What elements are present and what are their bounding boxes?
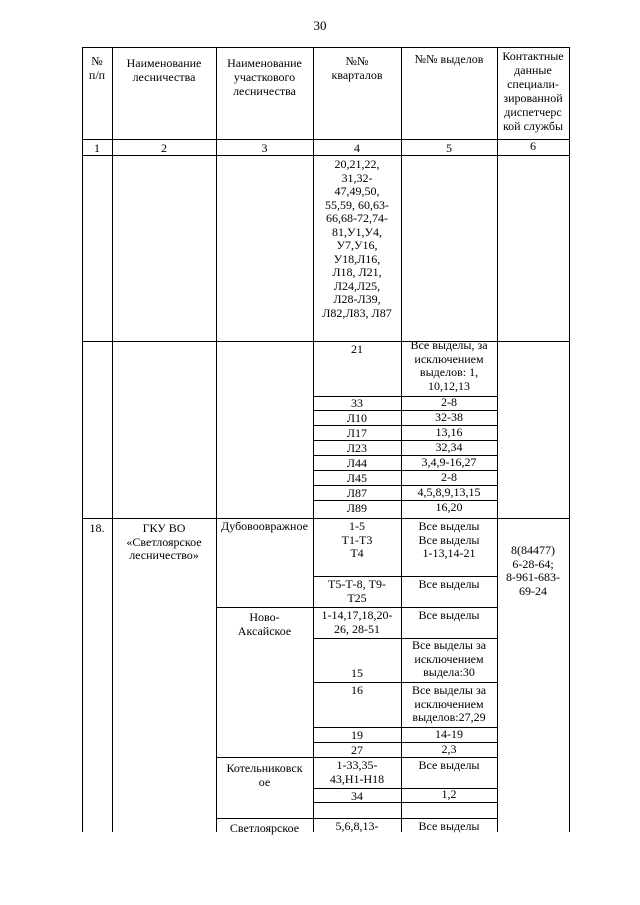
quarters-cell: Л10 bbox=[346, 411, 368, 425]
column-number: 3 bbox=[261, 141, 268, 155]
quarters-cell: Л89 bbox=[346, 501, 368, 515]
contact-info: 8(84477) 6-28-64; 8-961-683- 69-24 bbox=[506, 543, 560, 598]
vydels-cell: 1,2 bbox=[441, 787, 457, 801]
district-name: Ново- Аксайское bbox=[237, 610, 292, 638]
vydels-cell: Все выделы Все выделы 1-13,14-21 bbox=[418, 519, 480, 560]
quarters-cell: Л45 bbox=[346, 471, 368, 485]
quarters-cell: 20,21,22, 31,32- 47,49,50, 55,59, 60,63- 66,68-72,74- 81,У1,У4, У7,У16, У18,Л16, Л18, Л21, Л24,Л25, Л28-Л39, Л82,Л83, Л87 bbox=[322, 157, 392, 320]
quarters-cell: 19 bbox=[351, 728, 363, 742]
forestry-name: ГКУ ВО «Светлоярское лесничество» bbox=[126, 521, 202, 562]
header-vydels: №№ выделов bbox=[414, 52, 484, 66]
header-number: № п/п bbox=[88, 54, 106, 82]
quarters-cell: 1-33,35- 43,Н1-Н18 bbox=[329, 758, 385, 786]
vydels-cell: 2-8 bbox=[441, 470, 457, 484]
vydels-cell: 32,34 bbox=[435, 440, 463, 454]
quarters-cell: 21 bbox=[351, 342, 363, 356]
district-name: Светлоярское bbox=[229, 821, 300, 835]
vydels-cell: 2,3 bbox=[441, 742, 457, 756]
district-name: Котельниковск ое bbox=[226, 761, 303, 789]
quarters-cell: 27 bbox=[351, 743, 363, 757]
column-number: 2 bbox=[161, 141, 167, 155]
header-contacts: Контактные данные специали- зированной диспетчерс кой службы bbox=[502, 49, 564, 133]
vydels-cell: Все выделы bbox=[418, 758, 480, 772]
quarters-cell: 34 bbox=[351, 789, 363, 803]
quarters-cell: Л23 bbox=[346, 441, 368, 455]
quarters-cell: 33 bbox=[351, 396, 363, 410]
vydels-cell: 2-8 bbox=[441, 395, 457, 409]
vydels-cell: 3,4,9-16,27 bbox=[421, 455, 477, 469]
vydels-cell: Все выделы bbox=[418, 577, 480, 591]
column-number: 1 bbox=[94, 141, 100, 155]
quarters-cell: Т5-Т-8, Т9- Т25 bbox=[328, 577, 386, 605]
column-number: 4 bbox=[354, 141, 360, 155]
header-district-name: Наименование участкового лесничества bbox=[227, 56, 302, 98]
quarters-cell: 16 bbox=[351, 683, 363, 697]
quarters-cell: Л87 bbox=[346, 486, 368, 500]
vydels-cell: 13,16 bbox=[435, 425, 463, 439]
page-number: 30 bbox=[313, 18, 327, 33]
header-quarters: №№ кварталов bbox=[331, 54, 383, 82]
column-number: 6 bbox=[530, 139, 536, 153]
vydels-cell: Все выделы bbox=[418, 819, 480, 833]
quarters-cell: 1-14,17,18,20- 26, 28-51 bbox=[321, 608, 393, 636]
vydels-cell: Все выделы за исключением выдела:30 bbox=[411, 638, 487, 679]
vydels-cell: Все выделы, за исключением выделов: 1, 10,12,13 bbox=[410, 338, 488, 393]
vydels-cell: 32-38 bbox=[435, 410, 463, 424]
row-number: 18. bbox=[89, 521, 105, 535]
vydels-cell: 14-19 bbox=[435, 727, 463, 741]
vydels-cell: Все выделы bbox=[418, 608, 480, 622]
quarters-cell: Л44 bbox=[346, 456, 368, 470]
quarters-cell: 1-5 Т1-Т3 Т4 bbox=[341, 519, 373, 560]
vydels-cell: 4,5,8,9,13,15 bbox=[417, 485, 481, 499]
district-name: Дубовоовражное bbox=[221, 519, 308, 533]
quarters-cell: 5,6,8,13- bbox=[335, 819, 379, 833]
vydels-cell: Все выделы за исключением выделов:27,29 bbox=[411, 683, 487, 724]
header-forestry-name: Наименование лесничества bbox=[126, 56, 202, 84]
vydels-cell: 16,20 bbox=[435, 500, 463, 514]
quarters-cell: 15 bbox=[351, 666, 363, 680]
quarters-cell: Л17 bbox=[346, 426, 368, 440]
column-number: 5 bbox=[446, 141, 452, 155]
